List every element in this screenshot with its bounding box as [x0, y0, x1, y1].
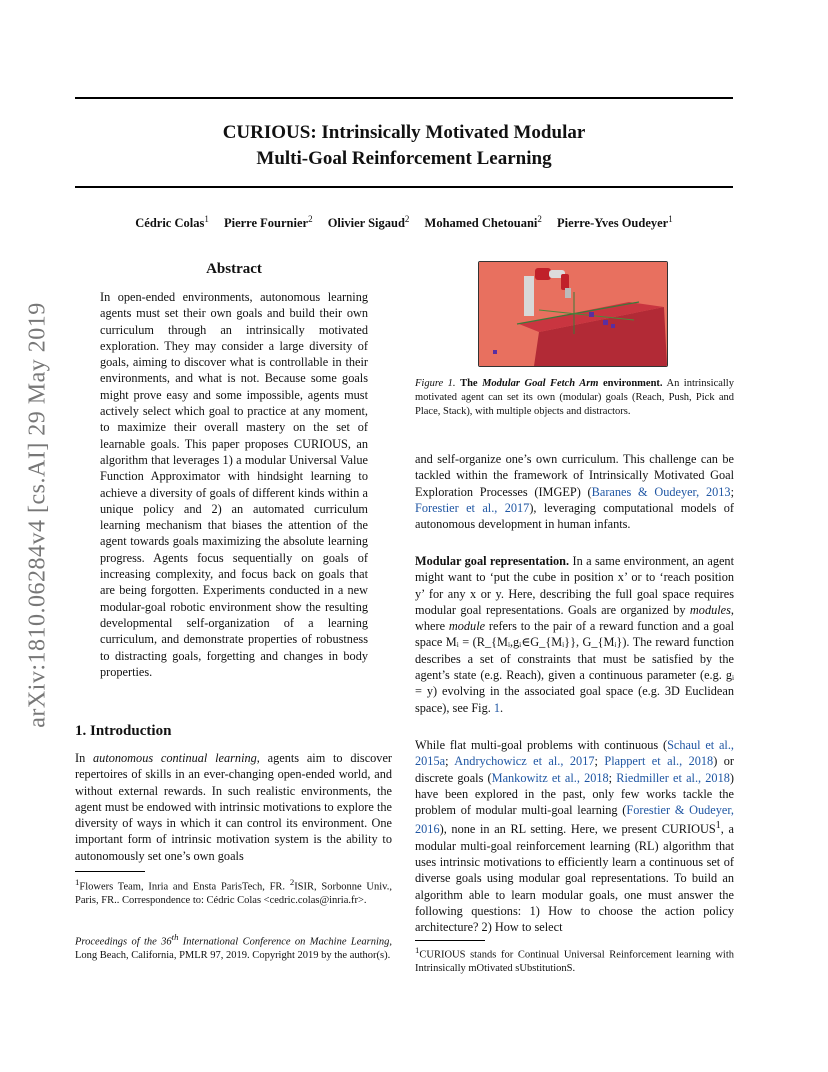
robot-forearm	[561, 274, 569, 290]
author-affiliation: 2	[404, 214, 410, 224]
citation-link[interactable]: Plappert et al., 2018	[604, 754, 714, 769]
citation-link[interactable]: Riedmiller et al., 2018	[616, 770, 730, 785]
paragraph-text: ) have been explored in the past, only few works tackle the problem of modular multi-goal learning (	[415, 770, 734, 818]
paragraph-text: ;	[445, 754, 455, 769]
figure-caption-text: An intrinsically motivated agent can set its own (modular) goals (Reach, Push, Pick and Place, Stack), with multiple objects and distractors.	[415, 378, 734, 417]
citation-link[interactable]: Forestier & Oudeyer, 2016	[415, 803, 735, 837]
paragraph-heading: Modular goal representation.	[415, 554, 570, 568]
curious-footnote	[415, 944, 734, 976]
author-affiliation: 2	[308, 214, 313, 224]
abstract-heading: Abstract	[206, 261, 262, 277]
paragraph-text: ;	[608, 770, 617, 785]
abstract-algorithm-name: CURIOUS	[293, 436, 348, 451]
citation-link[interactable]: Andrychowicz et al., 2017	[454, 754, 595, 769]
paragraph-text: .	[500, 700, 504, 715]
footnote-mark: 2	[289, 877, 295, 887]
figure-reference-link[interactable]: 1	[493, 700, 501, 715]
proceedings-sup: th	[171, 932, 179, 942]
footnote-rule-right	[415, 940, 485, 941]
figure-title	[460, 378, 663, 389]
paragraph-text: While flat multi-goal problems with continuous (	[415, 738, 668, 752]
paragraph-text: , where	[415, 602, 734, 634]
affiliations-footnote	[75, 876, 392, 908]
paragraph-text: In a same environment, an agent might want to ‘put the cube in position x’ or to ‘reach position y’ for any x or y. Here, describing the full goal space requires modular goal representations. Goals are organized by	[415, 554, 734, 617]
paragraph-text: ) or discrete goals (	[415, 754, 734, 785]
section-heading-introduction: 1. Introduction	[75, 723, 172, 739]
intro-text: In	[75, 751, 94, 765]
right-paragraph-1	[415, 451, 734, 532]
author	[224, 216, 313, 230]
abstract-text: In open-ended environments, autonomous learning agents must set their own goals and build their own curriculum through an intrinsically motivated exploration. They may consider a large diversity of goals, aiming to discover what is controllable in their environments, and what is not. Because some goals might prove easy and some impossible, agents must actively select which goal to practice at any moment, to maximize their overall mastery on the set of learnable goals. This paper proposes	[100, 290, 368, 451]
paragraph-text: ;	[730, 484, 734, 499]
proceedings-text: International Conference on Machine Learning	[178, 936, 390, 948]
paragraph-text: refers to the pair of a reward function and a goal space Mᵢ = (R_{Mᵢ,gᵢ∈G_{Mᵢ}}, G_{Mᵢ}). The reward function describes a set of constraints that must be satisfied by the agent’s state (e.g. Reach), given a continuous parameter (e.g. gᵢ = y) evolving in the associated goal space (e.g. 3D Euclidean space), see Fig.	[415, 619, 734, 715]
acronym: IMGEP	[538, 484, 577, 499]
footnote-mark: 1	[75, 877, 80, 887]
author-affiliation: 1	[204, 214, 209, 224]
author-name: Mohamed Chetouani	[424, 216, 538, 231]
figure-label: Figure 1.	[415, 378, 456, 389]
figure-title-text: The	[460, 378, 483, 389]
paragraph-text: ;	[594, 754, 605, 769]
footnote-text: ISIR, Sorbonne Univ., Paris, FR.. Correspondence to: Cédric Colas <cedric.colas@inria.fr>.	[75, 881, 392, 906]
author	[135, 216, 209, 230]
figure-title-emphasis: Modular Goal Fetch Arm	[482, 378, 599, 389]
fetch-arm-render	[479, 262, 667, 366]
paragraph-text: and self-organize one’s own curriculum. This challenge can be tackled within the framework of Intrinsically Motivated Goal Exploration Processes (	[415, 452, 734, 499]
right-paragraph-3	[415, 737, 734, 936]
author	[328, 216, 410, 230]
proceedings-text: , Long Beach, California, PMLR 97, 2019. Copyright 2019 by the author(s).	[75, 936, 392, 961]
title-bottom-rule	[75, 186, 733, 188]
paragraph-text: ) (	[576, 484, 592, 499]
title-line-1: CURIOUS: Intrinsically Motivated Modular	[222, 122, 586, 143]
distractor-cube	[493, 350, 497, 354]
paragraph-text: , a modular multi-goal reinforcement learning (RL) algorithm that uses intrinsic motivations to efficiently learn a continuous set of diverse goals using modular goal representations. To build an algorithm able to learn modular goals, one must answer the following questions: 1) How to choose the action policy architecture? 2) How to select	[415, 822, 734, 935]
title-top-rule	[75, 97, 733, 99]
footnote-text: stands for Continual Universal Reinforcement learning with Intrinsically mOtivated sUbstitutionS.	[415, 949, 734, 974]
goal-cube	[611, 324, 615, 328]
author-list	[75, 214, 733, 231]
author	[557, 216, 673, 230]
right-paragraph-2	[415, 553, 734, 716]
goal-cube	[603, 320, 608, 325]
robot-gripper	[565, 288, 571, 298]
proceedings-text: Proceedings of the 36	[75, 936, 172, 948]
algorithm-name: CURIOUS	[419, 949, 466, 961]
figure-1-caption	[415, 377, 734, 419]
citation-link[interactable]: Schaul et al., 2015a	[415, 738, 734, 769]
title-line-2: Multi-Goal Reinforcement Learning	[256, 148, 552, 169]
robot-shoulder	[535, 268, 551, 280]
author-affiliation: 1	[668, 214, 673, 224]
abstract-body	[100, 289, 368, 680]
paragraph-text: ), leveraging computational models of autonomous development in human infants.	[415, 500, 734, 532]
intro-paragraph	[75, 750, 392, 864]
abstract-text: , an algorithm that leverages 1) a modular Universal Value Function Approximator with hindsight learning to achieve a diversity of goals of different kinds within a unique policy and 2) an automated curriculum learning mechanism that biases the attention of the agent towards goals maximizing the absolute learning progress. Agents focus sequentially on goals of increasing complexity, and focus back on goals that are being forgotten. Experiments conducted in a new modular-goal robotic environment show the resulting developmental self-organization of a learning curriculum, and demonstrate properties of robustness to distracting goals, forgetting and changes in body properties.	[100, 436, 368, 679]
author-affiliation: 2	[537, 214, 542, 224]
intro-emphasis: autonomous continual learning	[93, 751, 257, 765]
paper-title	[75, 120, 733, 172]
arxiv-sidebar	[20, 285, 56, 745]
arxiv-identifier: arXiv:1810.06284v4 [cs.AI] 29 May 2019	[24, 302, 51, 728]
paragraph-emphasis: modules	[689, 602, 731, 617]
citation-link[interactable]: Mankowitz et al., 2018	[491, 770, 609, 785]
author-name: Cédric Colas	[135, 216, 205, 231]
citation-link[interactable]: Forestier et al., 2017	[415, 500, 530, 515]
figure-1-image	[478, 261, 668, 367]
robot-body	[524, 276, 534, 316]
figure-title-text: environment.	[598, 378, 663, 389]
footnote-text: Flowers Team, Inria and Ensta ParisTech, FR.	[79, 881, 290, 893]
footnote-mark: 1	[415, 945, 420, 955]
goal-cube	[589, 312, 594, 317]
proceedings-note	[75, 931, 392, 963]
author-name: Olivier Sigaud	[327, 216, 405, 231]
paragraph-emphasis: module	[448, 619, 486, 634]
author	[425, 216, 542, 230]
author-name: Pierre-Yves Oudeyer	[557, 216, 669, 231]
algorithm-name: CURIOUS	[661, 822, 716, 837]
paragraph-text: ), none in an RL setting. Here, we present	[439, 822, 662, 837]
footnote-rule-left	[75, 871, 145, 872]
intro-text: , agents aim to discover repertoires of skills in an ever-changing open-ended world, and without external rewards. In such realistic environments, the agent must be endowed with intrinsic motivations to explore the diversity of ways in which it can control its environment. One important form of intrinsic motivation system is the ability to autonomously set one’s own goals	[75, 751, 393, 863]
author-name: Pierre Fournier	[223, 216, 309, 231]
citation-link[interactable]: Baranes & Oudeyer, 2013	[591, 484, 731, 499]
footnote-reference[interactable]: 1	[715, 820, 721, 832]
